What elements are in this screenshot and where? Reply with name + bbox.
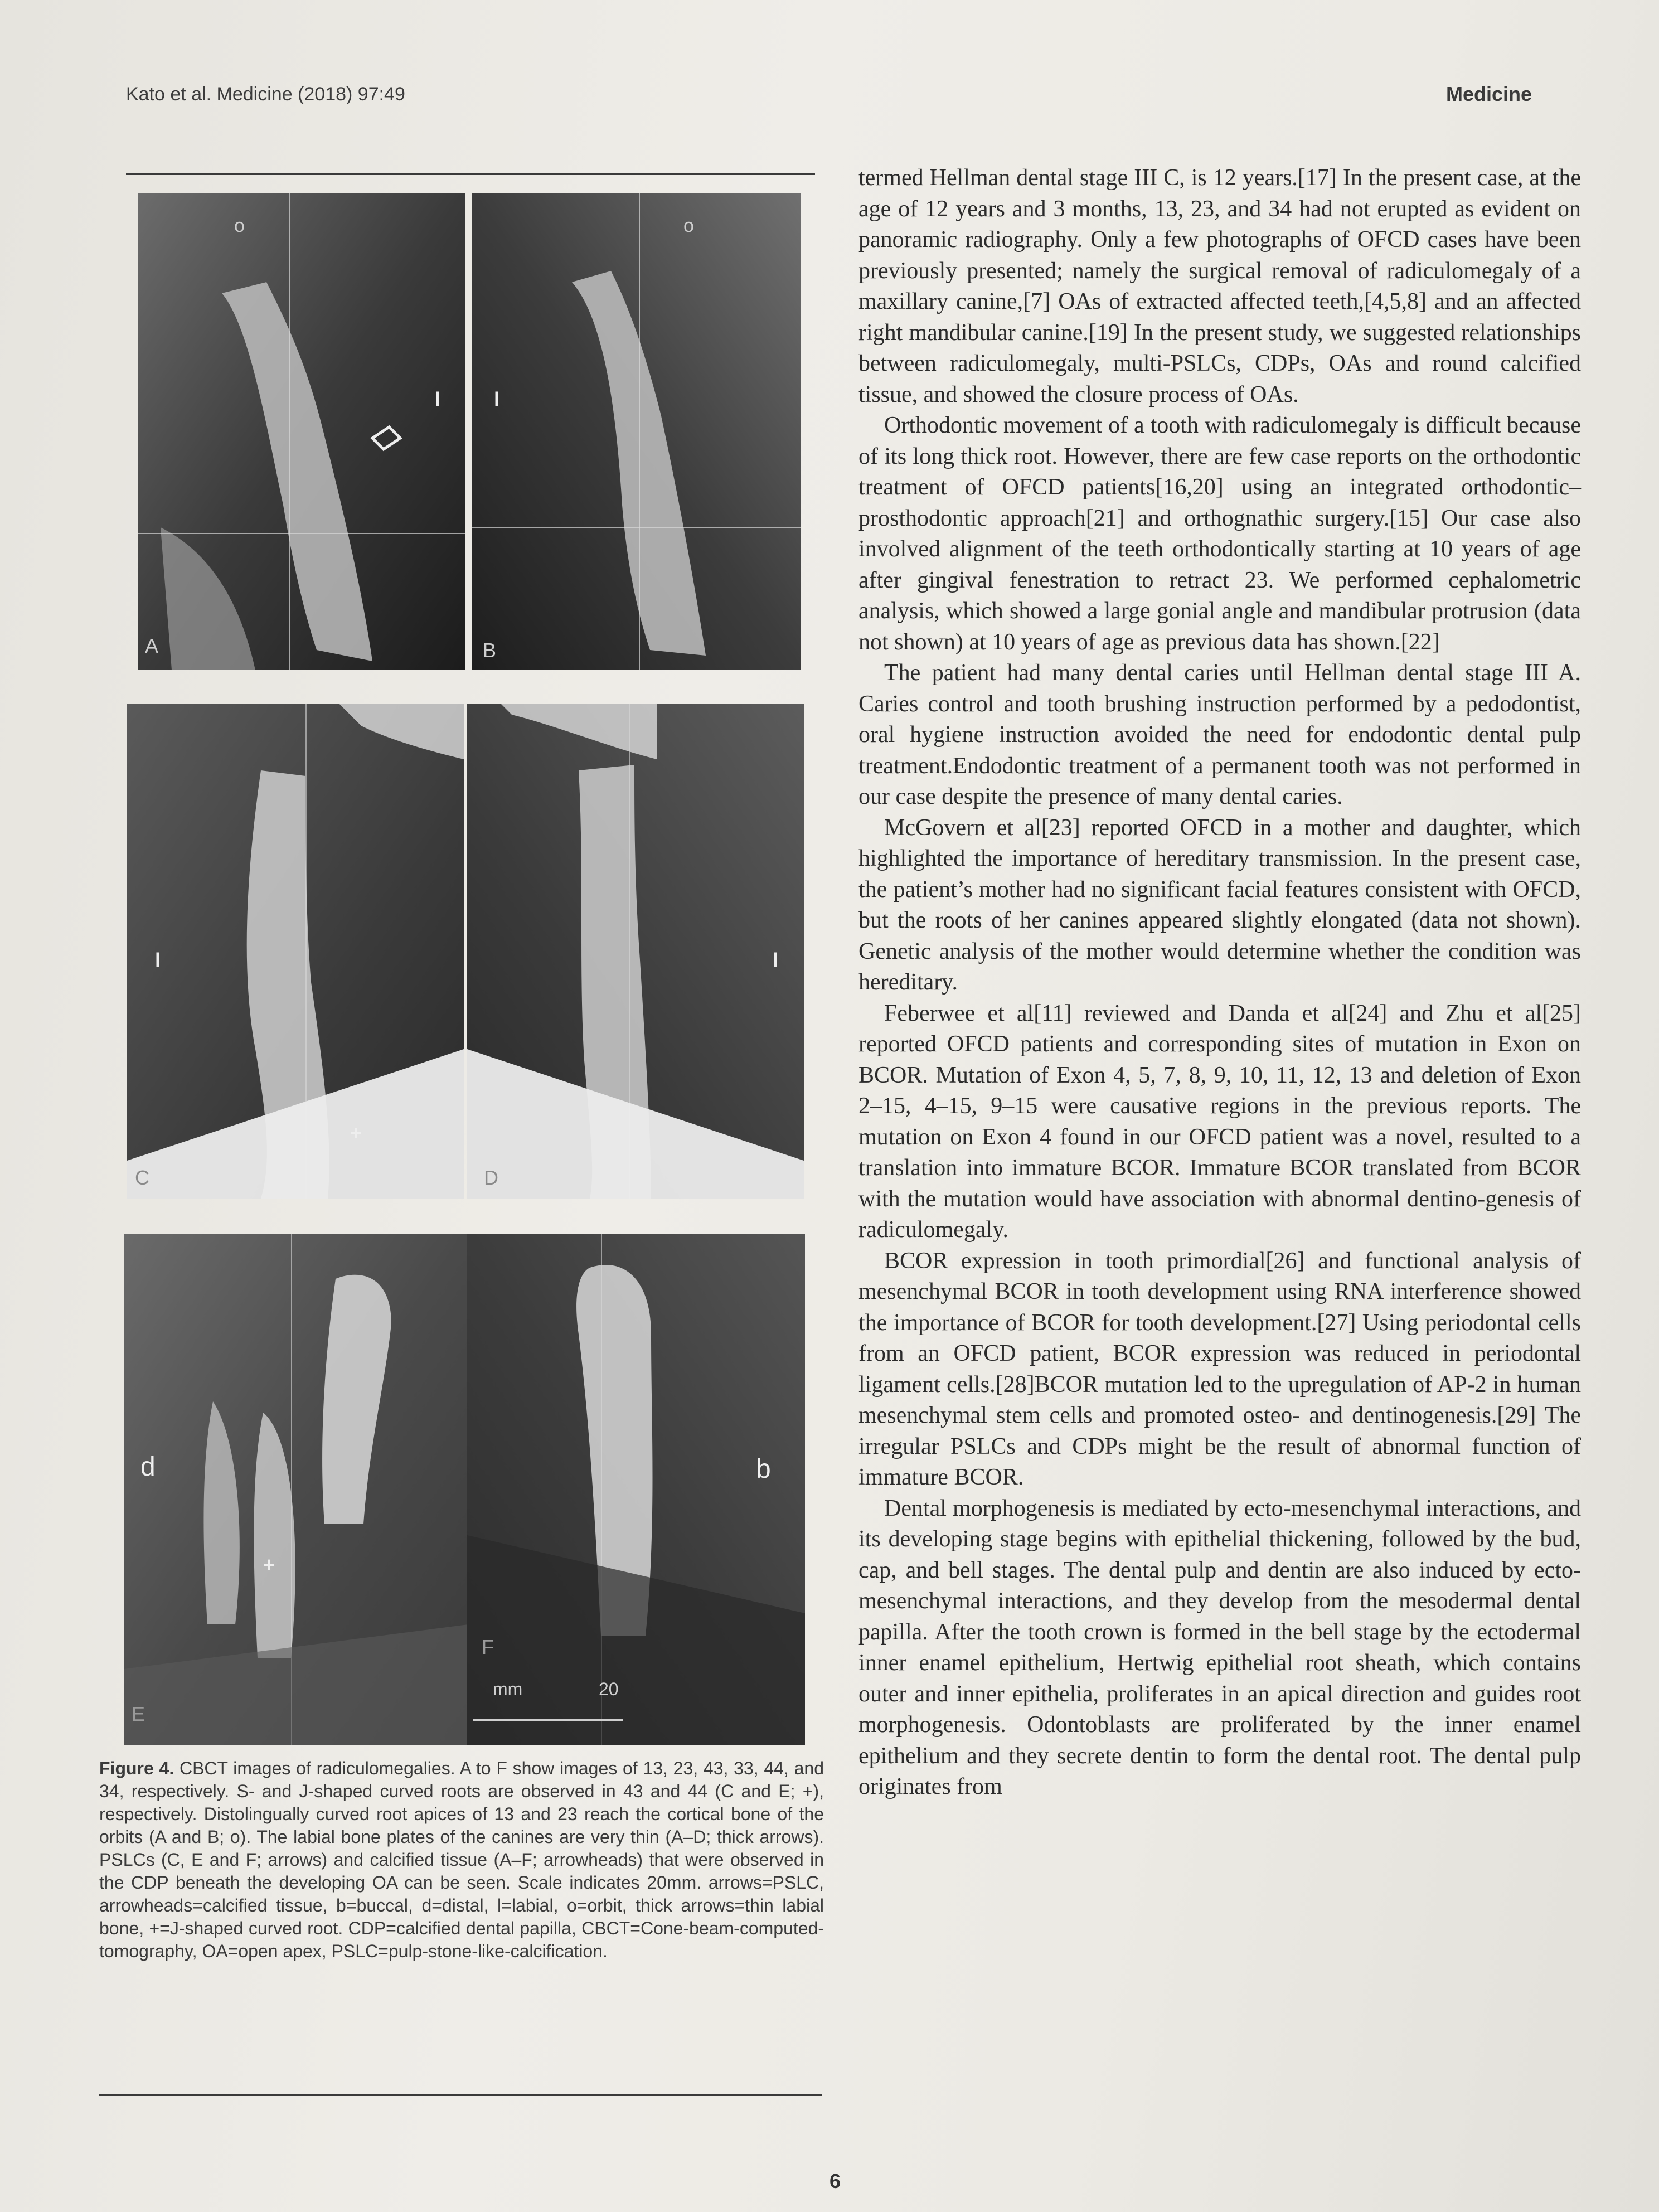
paragraph-6: BCOR expression in tooth primordial[26] and functional analysis of mesenchymal BCOR in tooth development using RNA interference showed the importance of BCOR for tooth development.[27] Using periodontal cells from an OFCD patient, BCOR expression was reduced in periodontal ligament cells.[28]BCOR mutation led to the upregulation of AP-2 in human mesenchymal stem cells and promoted osteo- and dentinogenesis.[29] The irregular PSLCs and CDPs might be the result of abnormal function of immature BCOR.	[858, 1248, 1581, 1490]
marker-orbit-a: o	[234, 215, 245, 236]
paragraph-2: Orthodontic movement of a tooth with radiculomegaly is difficult because of its long thick root. However, there are few case reports on the orthodontic treatment of OFCD patients[16,20] using an integrated orthodontic–prosthodontic approach[21] and orthognathic surgery.[15] Our case also involved alignment of the teeth orthodontically starting at 10 years of age after gingival fenestration to retract 23. We performed cephalometric analysis, which showed a large gonial angle and mandibular protrusion (data not shown) at 10 years of age as previous data has shown.[22]	[858, 413, 1581, 655]
page-number: 6	[830, 2170, 841, 2192]
figure-panel-e	[124, 1234, 468, 1745]
marker-orbit-b: o	[683, 215, 694, 236]
figure-panel-c	[127, 704, 464, 1199]
marker-labial-c: l	[155, 949, 161, 972]
figure-panel-f	[467, 1234, 805, 1745]
cbct-image-34	[467, 1234, 805, 1745]
scale-bar	[470, 1675, 632, 1730]
figure-label: Figure 4.	[99, 1758, 174, 1778]
marker-labial-d: l	[773, 949, 779, 972]
figure-panel-b	[472, 193, 801, 670]
cbct-image-23	[472, 193, 801, 670]
figure-panel-d	[467, 704, 804, 1199]
cbct-image-44	[124, 1234, 468, 1745]
panel-letter-b: B	[483, 639, 497, 662]
cbct-image-13	[138, 193, 465, 670]
scale-line	[473, 1719, 623, 1721]
figure-caption	[99, 1757, 824, 1963]
caption-bottom-rule	[99, 2094, 822, 2096]
figure-caption-text: CBCT images of radiculomegalies. A to F show images of 13, 23, 43, 33, 44, and 34, respectively. S- and J-shaped curved roots are observed in 43 and 44 (C and E; +), respectively. Distolingually curved root apices of 13 and 23 reach the cortical bone of the orbits (A and B; o). The labial bone plates of the canines are very thin (A–D; thick arrows). PSLCs (C, E and F; arrows) and calcified tissue (A–F; arrowheads) that were observed in the CDP beneath the developing OA can be seen. Scale indicates 20mm. arrows=PSLC, arrowheads=calcified tissue, b=buccal, d=distal, l=labial, o=orbit, thick arrows=thin labial bone, +=J-shaped curved root. CDP=calcified dental papilla, CBCT=Cone-beam-computed-tomography, OA=open apex, PSLC=pulp-stone-like-calcification.	[99, 1758, 824, 1961]
running-header-journal: Medicine	[1445, 83, 1532, 105]
marker-buccal-f: b	[756, 1454, 771, 1484]
figure-panel-a	[138, 193, 465, 670]
running-header-citation: Kato et al. Medicine (2018) 97:49	[126, 84, 405, 105]
panel-letter-a: A	[145, 634, 159, 657]
cbct-image-43	[127, 704, 464, 1199]
panel-letter-d: D	[484, 1166, 498, 1189]
marker-labial-a: l	[435, 388, 441, 411]
panel-letter-c: C	[135, 1166, 149, 1189]
marker-distal-e: d	[140, 1452, 156, 1482]
paragraph-7: Dental morphogenesis is mediated by ecto-mesenchymal interactions, and its developing stage begins with epithelial thickening, followed by the bud, cap, and bell stages. The dental pulp and dentin are also induced by ecto-mesenchymal interactions, and they develop from the mesodermal dental papilla. After the tooth crown is formed in the bell stage by the ectodermal inner enamel epithelium, Hertwig epithelial root sheath, which contains outer and inner epithelia, proliferates in an apical direction and guides root morphogenesis. Odontoblasts are proliferated by the inner enamel epithelium and they secrete dentin to form the dental root. The dental pulp originates from	[858, 1495, 1581, 1799]
scale-unit: mm	[493, 1679, 523, 1699]
marker-plus-e: +	[263, 1553, 275, 1576]
marker-plus-c: +	[350, 1122, 362, 1144]
paragraph-4: McGovern et al[23] reported OFCD in a mother and daughter, which highlighted the importance of hereditary transmission. In the present case, the patient’s mother had no significant facial features consistent with OFCD, but the roots of her canines appeared slightly elongated (data not shown). Genetic analysis of the mother would determine whether the condition was hereditary.	[858, 814, 1581, 995]
panel-letter-e: E	[132, 1702, 145, 1725]
paragraph-3: The patient had many dental caries until Hellman dental stage III A. Caries control and tooth brushing instruction performed by a pedodontist, oral hygiene instruction avoided the need for endodontic dental pulp treatment.Endodontic treatment of a permanent tooth was not performed in our case despite the presence of many dental caries.	[858, 660, 1581, 809]
figure-top-rule	[126, 173, 815, 175]
body-text-column	[858, 163, 1581, 1803]
paragraph-1: termed Hellman dental stage III C, is 12 years.[17] In the present case, at the age of 12 years and 3 months, 13, 23, and 34 had not erupted as evident on panoramic radiography. Only a few photographs of OFCD cases have been previously presented; namely the surgical removal of radiculomegaly of a maxillary canine,[7] OAs of extracted affected teeth,[4,5,8] and an affected right mandibular canine.[19] In the present study, we suggested relationships between radiculomegaly, multi-PSLCs, CDPs, OAs and round calcified tissue, and showed the closure process of OAs.	[858, 165, 1581, 408]
scale-value: 20	[599, 1679, 619, 1699]
cbct-image-33	[467, 704, 804, 1199]
paragraph-5: Feberwee et al[11] reviewed and Danda et al[24] and Zhu et al[25] reported OFCD patients and corresponding sites of mutation in Exon on BCOR. Mutation of Exon 4, 5, 7, 8, 9, 10, 11, 12, 13 and deletion of Exon 2–15, 4–15, 9–15 were causative regions in the previous reports. The mutation on Exon 4 found in our OFCD patient was a novel, resulted to a translation into immature BCOR. Immature BCOR translated from BCOR with the mutation would have association with abnormal dentino-genesis of radiculomegaly.	[858, 1000, 1581, 1243]
marker-labial-b: l	[494, 388, 500, 411]
panel-letter-f: F	[482, 1636, 494, 1658]
